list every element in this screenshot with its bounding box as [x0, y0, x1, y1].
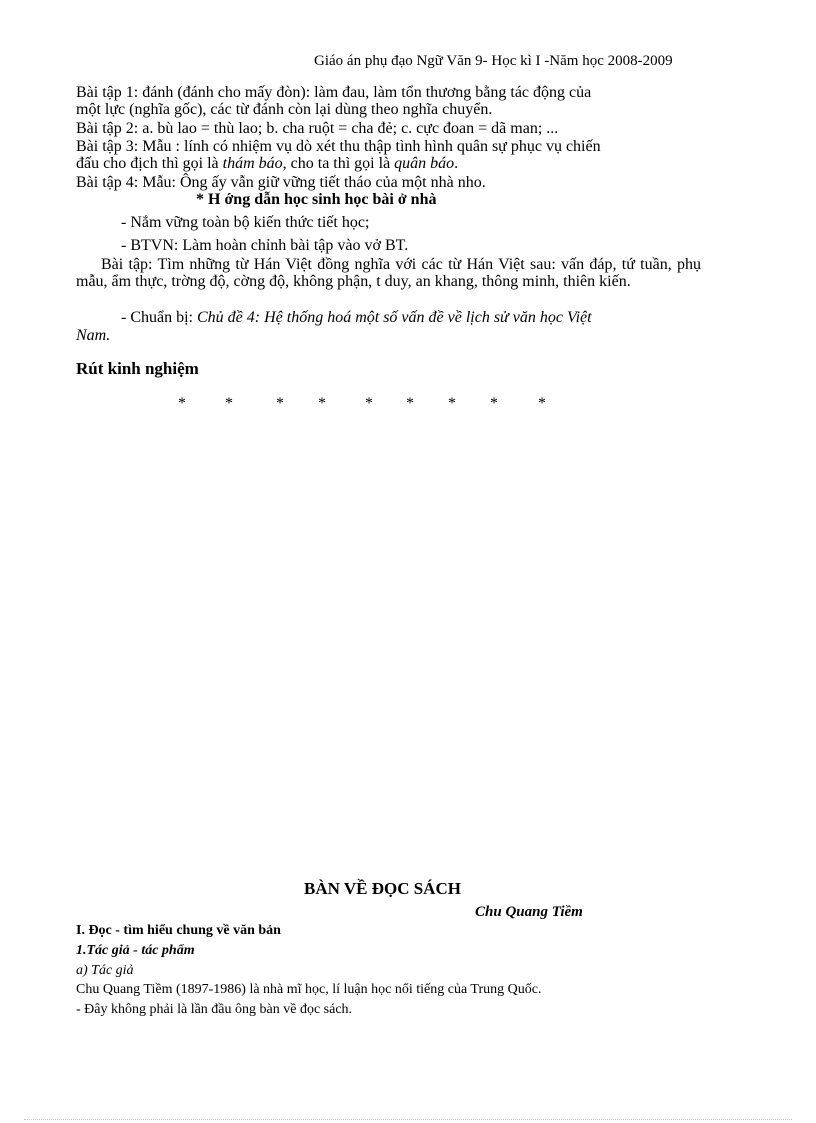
- section-1-heading: I. Đọc - tìm hiểu chung về văn bản: [76, 923, 281, 938]
- lesson-author: Chu Quang Tiềm: [475, 904, 583, 920]
- exercise-3-line-1: Bài tập 3: Mẫu : lính có nhiệm vụ dò xét thu thập tình hình quân sự phục vụ chiến: [76, 138, 601, 155]
- exercise-3-text-c: , cho ta thì gọi là: [282, 155, 395, 172]
- exercise-3-term-quan-bao: quân báo: [394, 155, 455, 172]
- subsection-heading: 1.Tác giả - tác phẩm: [76, 943, 195, 958]
- exercise-4: Bài tập 4: Mẫu: Ông ấy vẫn giữ vững tiết tháo của một nhà nho.: [76, 174, 486, 191]
- homework-item-1: - Nắm vững toàn bộ kiến thức tiết học;: [121, 214, 370, 231]
- homework-prep-line-2: Nam.: [76, 327, 111, 344]
- star: *: [406, 395, 414, 412]
- prep-label: - Chuẩn bị:: [121, 309, 197, 326]
- review-stars: [0, 395, 816, 413]
- homework-exercise: Bài tập: Tìm những từ Hán Việt đồng nghĩa với các từ Hán Việt sau: vấn đáp, tứ tuần, phụ mẫu, ẩm thực, trờng độ, cờng độ, không phận, t duy, an khang, thông minh, thiên kiến.: [76, 256, 701, 290]
- star: *: [448, 395, 456, 412]
- page-bottom-divider: [24, 1119, 792, 1120]
- star: *: [538, 395, 546, 412]
- homework-heading: * H ớng dẫn học sinh học bài ở nhà: [196, 191, 437, 208]
- exercise-3-text-a: đấu cho địch thì gọi là: [76, 155, 223, 172]
- review-heading: Rút kinh nghiệm: [76, 359, 199, 378]
- exercise-1-line-2: một lực (nghĩa gốc), các từ đánh còn lại dùng theo nghĩa chuyển.: [76, 101, 493, 118]
- star: *: [276, 395, 284, 412]
- author-note-line: - Đây không phải là lần đầu ông bàn về đọc sách.: [76, 1002, 353, 1017]
- lesson-title: BÀN VỀ ĐỌC SÁCH: [304, 879, 461, 898]
- star: *: [318, 395, 326, 412]
- star: *: [365, 395, 373, 412]
- star: *: [178, 395, 186, 412]
- sub-a-heading: a) Tác giả: [76, 963, 134, 978]
- author-bio-line: Chu Quang Tiềm (1897-1986) là nhà mĩ học, lí luận học nổi tiếng của Trung Quốc.: [76, 982, 542, 997]
- exercise-3-line-2: [76, 155, 458, 173]
- homework-item-2: - BTVN: Làm hoàn chỉnh bài tập vào vở BT.: [121, 237, 409, 254]
- exercise-2: Bài tập 2: a. bù lao = thù lao; b. cha ruột = cha đẻ; c. cực đoan = dã man; ...: [76, 120, 559, 137]
- exercise-3-term-tham-bao: thám báo: [222, 155, 283, 172]
- star: *: [225, 395, 233, 412]
- exercise-3-text-e: .: [454, 155, 459, 172]
- star: *: [490, 395, 498, 412]
- prep-topic: Chủ đề 4: Hệ thống hoá một số vấn đề về lịch sử văn học Việt: [197, 309, 592, 326]
- page-header: Giáo án phụ đạo Ngữ Văn 9- Học kì I -Năm học 2008-2009: [314, 53, 673, 69]
- homework-prep-line-1: [121, 309, 592, 327]
- exercise-1-line-1: Bài tập 1: đánh (đánh cho mấy đòn): làm đau, làm tổn thương bằng tác động của: [76, 84, 592, 101]
